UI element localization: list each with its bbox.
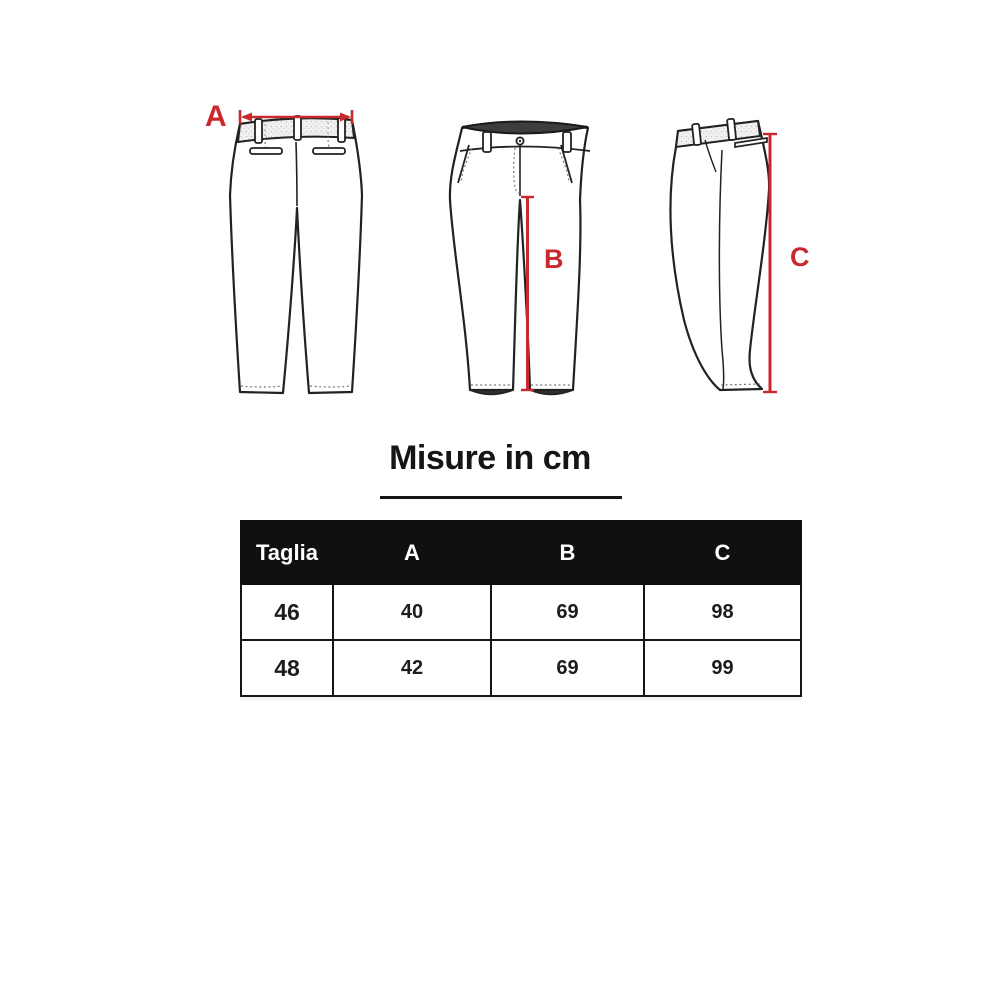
pants-front-view-illustration (425, 90, 605, 410)
column-header-b: B (491, 521, 644, 584)
page-title: Misure in cm (389, 439, 591, 477)
measure-label-b: B (544, 244, 564, 274)
measure-cell-a: 40 (333, 584, 491, 640)
pants-back-view-illustration (195, 90, 425, 410)
column-header-a: A (333, 521, 491, 584)
measure-cell-b: 69 (491, 640, 644, 696)
table-row-size-46 (241, 584, 801, 640)
measure-cell-a: 42 (333, 640, 491, 696)
column-header-c: C (644, 521, 801, 584)
measure-cell-b: 69 (491, 584, 644, 640)
title-underline (380, 496, 622, 499)
size-table (240, 520, 802, 697)
size-cell: 48 (241, 640, 333, 696)
table-row-size-48 (241, 640, 801, 696)
table-header-row (241, 521, 801, 584)
size-cell: 46 (241, 584, 333, 640)
column-header-taglia: Taglia (241, 521, 333, 584)
measure-cell-c: 99 (644, 640, 801, 696)
measure-cell-c: 98 (644, 584, 801, 640)
measure-label-a: A (205, 100, 227, 133)
measure-label-c: C (790, 242, 810, 272)
